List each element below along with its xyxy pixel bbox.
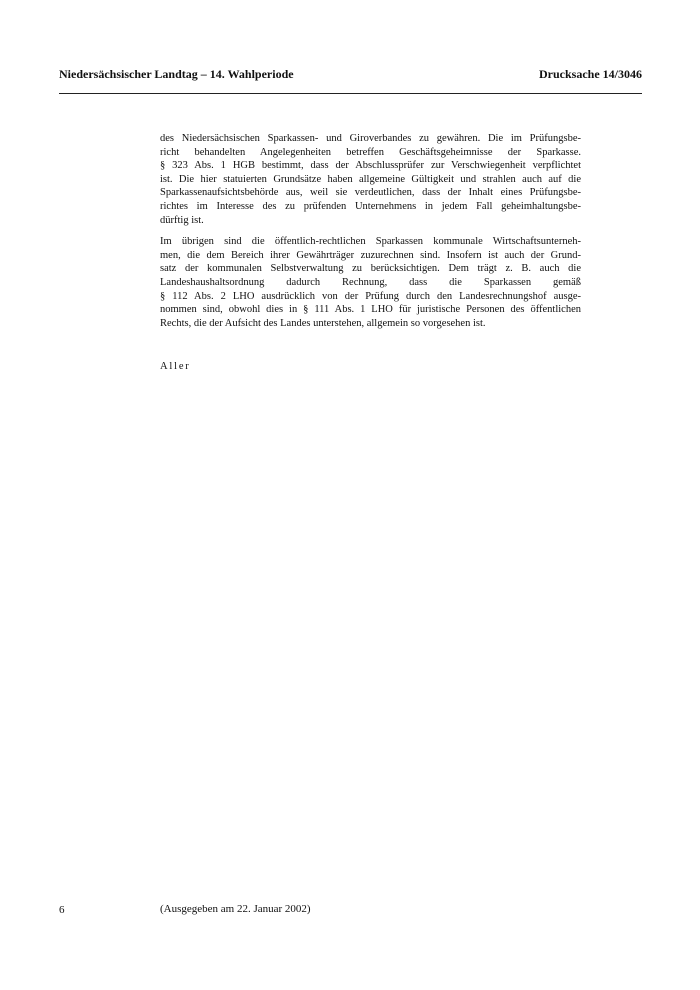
paragraph-2 [160,235,581,330]
text-line: des Niedersächsischen Sparkassen- und Giroverbandes zu gewähren. Die im Prüfungsbe- [160,133,581,144]
document-number: Drucksache 14/3046 [539,67,642,81]
text-line: satz der kommunalen Selbstverwaltung zu berücksichtigen. Dem trägt z. B. auch die [160,263,581,275]
text-line: ist. Die hier statuierten Grundsätze haben allgemeine Gültigkeit und strahlen auch auf die [160,173,581,185]
text-line: Landeshaushaltsordnung dadurch Rechnung, dass die Sparkassen gemäß [160,276,581,288]
text-line: § 112 Abs. 2 LHO ausdrücklich von der Prüfung durch den Landesrechnungshof ausge- [160,290,581,302]
page-number: 6 [59,904,65,916]
text-line: dürftig ist. [160,214,204,226]
issue-date-note: (Ausgegeben am 22. Januar 2002) [160,903,311,915]
text-line: nommen sind, obwohl dies in § 111 Abs. 1 LHO für juristische Personen des öffentlichen [160,304,581,316]
text-line: Im übrigen sind die öffentlich-rechtlichen Sparkassen kommunale Wirtschaftsunterneh- [160,236,581,248]
text-line: Rechts, die der Aufsicht des Landes unterstehen, allgemein so vorgesehen ist. [160,317,486,329]
text-line: § 323 Abs. 1 HGB bestimmt, dass der Abschlussprüfer zur Verschwiegenheit verpflichtet [160,160,581,172]
text-line: Sparkassenaufsichtsbehörde aus, weil sie verdeutlichen, dass der Inhalt eines Prüfungsbe- [160,187,581,199]
text-line: richtes im Interesse des zu prüfenden Unternehmens in jedem Fall geheimhaltungsbe- [160,200,581,212]
text-line: richt behandelten Angelegenheiten betreffen Geschäftsgeheimnisse der Sparkasse. [160,146,581,158]
signature: Aller [160,361,191,372]
document-body [160,132,581,338]
header-title: Niedersächsischer Landtag – 14. Wahlperiode [59,67,294,81]
paragraph-1 [160,132,581,227]
text-line: men, die dem Bereich ihrer Gewährträger zuzurechnen sind. Insofern ist auch der Grund- [160,249,581,261]
header-divider [59,93,642,94]
